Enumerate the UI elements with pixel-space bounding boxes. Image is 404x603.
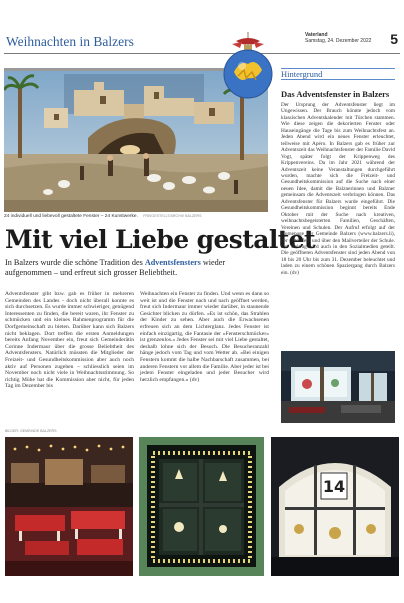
article-column-1: Adventsfenster gibt bzw. gab es früher in mehreren Gemeinden des Landes - doch nicht überall konnte es sich durchsetzen. Es wurde immer schwieriger, genügend Interessenten zu finden, die bereit waren, ihr Fenster zu schmücken und ein kleines Rahmenprogramm für die Dorfgemeinschaft zu bieten. Darüber kann sich Balzers nicht beklagen. Dort treffen die ersten Anmeldungen bereits Anfang November ein, freut sich Gemeinderätin Corinne Indermaur über die grosse Beliebtheit des Adventsfensters. Natürlich müssten die Mitglieder der Freizeit- und Gesundheitskommission aber auch noch aktiv auf Personen zugehen – schliesslich seien im November noch nicht viele in Weihnachtsstimmung. So richtig Mühe hat die Kommission aber nicht, für jeden Tag im Dezember bis <box>5 291 134 390</box>
article-subhead <box>5 258 271 278</box>
page-number: 5 <box>390 31 398 47</box>
photo-credit: BILDER: GEMEINDE BALZERS <box>5 429 57 433</box>
bottom-image-window-14 <box>271 437 399 576</box>
article-column-2: Weihnachten ein Fenster zu finden. Und wenn es dann so weit ist und die Fenster nach und nach geöffnet werden, freut sich Indermaur immer wieder darüber, in staunende Gesichter blicken zu dürfen. «Es ist schön, das Strahlen der Kinder zu sehen. Aber auch die Erwachsenen erfreuen sich an dem Lichterglanz. Jedes Fenster ist einfach einzigartig, die Fantasie der «Fensterschmücker» ist grenzenlos.» Jedes Fenster sei mit viel Liebe gestaltet, deshalb lohne sich der Besuch. Die Besucheranzahl hänge jedoch vom Tag und vom Wetter ab. «Bei einigen Fenstern kommt die halbe Nachbarschaft zusammen, bei anderen Fenstern vor allem die Familie. Aber jeder ist bei jedem Fenster eingeladen und jeder Besucher wird herzlich empfangen.» (dv) <box>140 291 269 383</box>
brand-name: Vaterland <box>305 32 328 38</box>
bottom-image-window-lights <box>139 437 264 576</box>
sidebar-text: Der Ursprung der Adventsfenster liegt im Ungewissen. Der Brauch könnte jedoch vom klassischen Adventskalender mit Türchen stammen. Wie diese zeigen die dekorierten Fenster oder Hauseingänge die Tage bis zum Weihnachtsfest an. Jeden Abend wird ein neues Fenster erleuchtet, teilweise mit Apéro. In Balzers gab es früher zur Adventszeit das Weihnachtsfenster der Familie David Vogt, später folgt der Krippenweg des Krippenvereins. Da im Jahr 2021 während der Adventszeit keine Veranstaltungen durchgeführt wurden, machte sich die Freizeit- und Gesundheitskommission auf die Suche nach einer neuen Idee, damit die Balznerinnen und Balzner gemeinsam die Adventszeit verbringen können. Das Adventsfenster für Balzers wurde eingeführt. Die Gesundheitskommission beginnt bereits Ende Oktober mit der Suche nach kreativen, weihnachtsbegeisterten Familien, Geschäften, Vereinen und Schulen. Der Aufruf erfolgt auf der Homepage der Gemeinde Balzers (www.balzers.li), der Ortstafeln und über den Mailverteiler der Schule. Der Beitrag wird auch in den Sozialmedien geteilt. Die geöffneten Adventsfenster sind jeden Abend von 18 bis 20 Uhr bis zum 31. Dezember beleuchtet und laden zu einem schönen Spaziergang durch Balzers ein. (dv) <box>281 102 395 276</box>
hero-caption <box>4 214 268 219</box>
sidebar-window-image <box>281 351 395 423</box>
christmas-bauble-icon <box>222 32 274 100</box>
sidebar-title: Das Adventsfenster in Balzers <box>281 89 390 99</box>
hero-caption-text: 24 individuell und liebevoll gestaltete Fenster – 24 Kunstwerke. <box>4 214 138 219</box>
masthead <box>305 32 371 44</box>
svg-text:14: 14 <box>322 477 346 496</box>
bottom-image-party-tables <box>5 437 133 576</box>
sidebar-label: Hintergrund <box>281 68 395 80</box>
subhead-text-start: In Balzers wurde die schöne Tradition des <box>5 258 145 267</box>
article-headline: Mit viel Liebe gestaltet <box>5 225 315 254</box>
subhead-text-end: wieder aufgenommen – und erfreut sich grosser Beliebtheit. <box>5 258 226 277</box>
issue-date: Samstag, 24. Dezember 2022 <box>305 38 372 44</box>
hero-credit: FREIGESTELLT/ARCHIV BALZERS <box>143 214 202 218</box>
subhead-highlight: Adventsfensters <box>144 258 201 267</box>
section-title: Weihnachten in Balzers <box>6 34 134 49</box>
page-header <box>4 30 400 54</box>
